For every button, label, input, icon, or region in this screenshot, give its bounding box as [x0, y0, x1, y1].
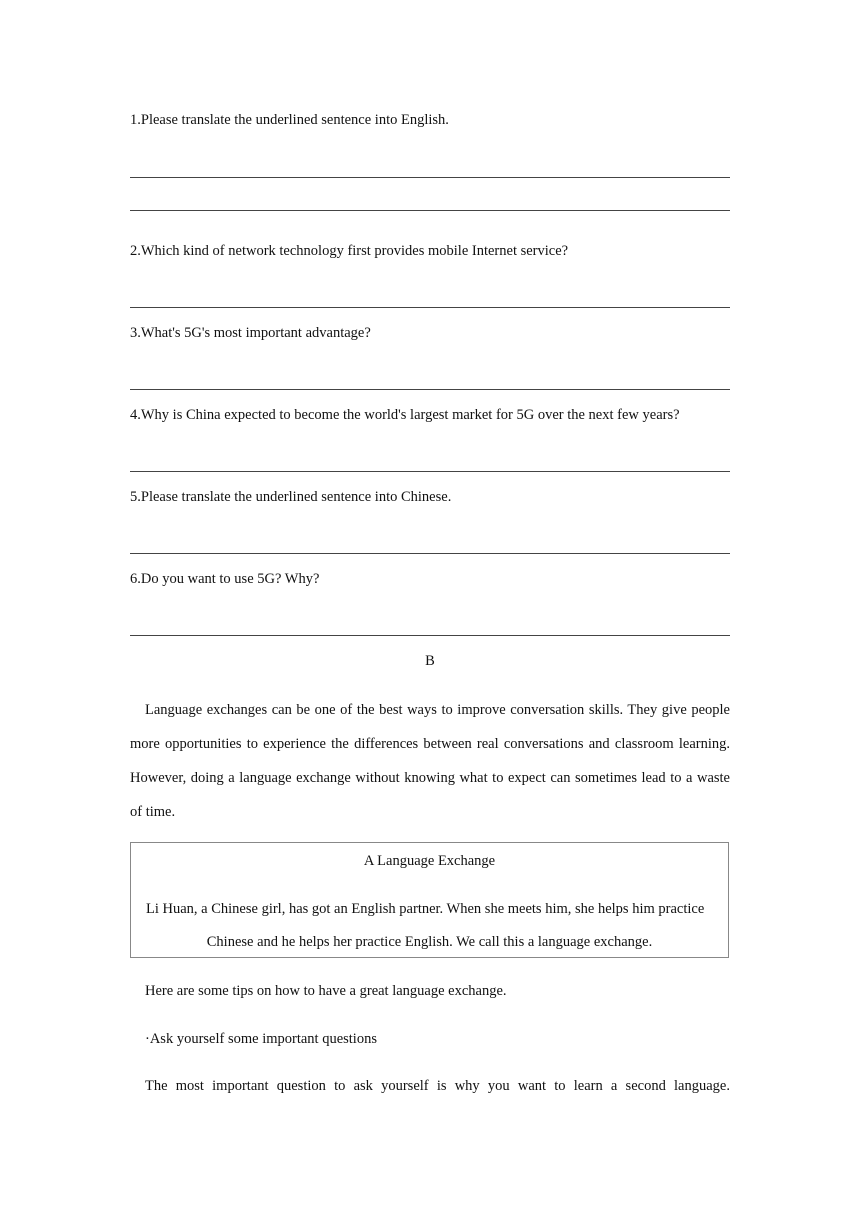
tips-intro: Here are some tips on how to have a great language exchange.: [145, 983, 507, 999]
question-3: 3.What's 5G's most important advantage?: [130, 325, 371, 341]
answer-line: [130, 553, 730, 554]
question-4: 4.Why is China expected to become the world's largest market for 5G over the next few years?: [130, 407, 680, 423]
box-text-line: Li Huan, a Chinese girl, has got an English partner. When she meets him, she helps him practice: [146, 901, 705, 917]
answer-line: [130, 210, 730, 211]
question-5: 5.Please translate the underlined sentence into Chinese.: [130, 489, 452, 505]
answer-line: [130, 389, 730, 390]
language-exchange-box: [130, 842, 729, 958]
answer-line: [130, 471, 730, 472]
intro-paragraph: Language exchanges can be one of the best ways to improve conversation skills. They give people more opportunities to experience the differences between real conversations and classroom learning. However, doing a language exchange without knowing what to expect can sometimes lead to a waste of time.: [130, 702, 730, 820]
answer-line: [130, 635, 730, 636]
tip-heading: ·Ask yourself some important questions: [145, 1031, 377, 1047]
box-text-line: Chinese and he helps her practice English. We call this a language exchange.: [206, 934, 653, 950]
tip-paragraph: The most important question to ask yourself is why you want to learn a second language.: [145, 1078, 730, 1094]
answer-line: [130, 307, 730, 308]
section-letter: B: [425, 653, 435, 669]
question-6: 6.Do you want to use 5G? Why?: [130, 571, 320, 587]
question-2: 2.Which kind of network technology first provides mobile Internet service?: [130, 243, 569, 259]
box-title: A Language Exchange: [363, 853, 496, 869]
question-1: 1.Please translate the underlined sentence into English.: [130, 112, 449, 128]
answer-line: [130, 177, 730, 178]
